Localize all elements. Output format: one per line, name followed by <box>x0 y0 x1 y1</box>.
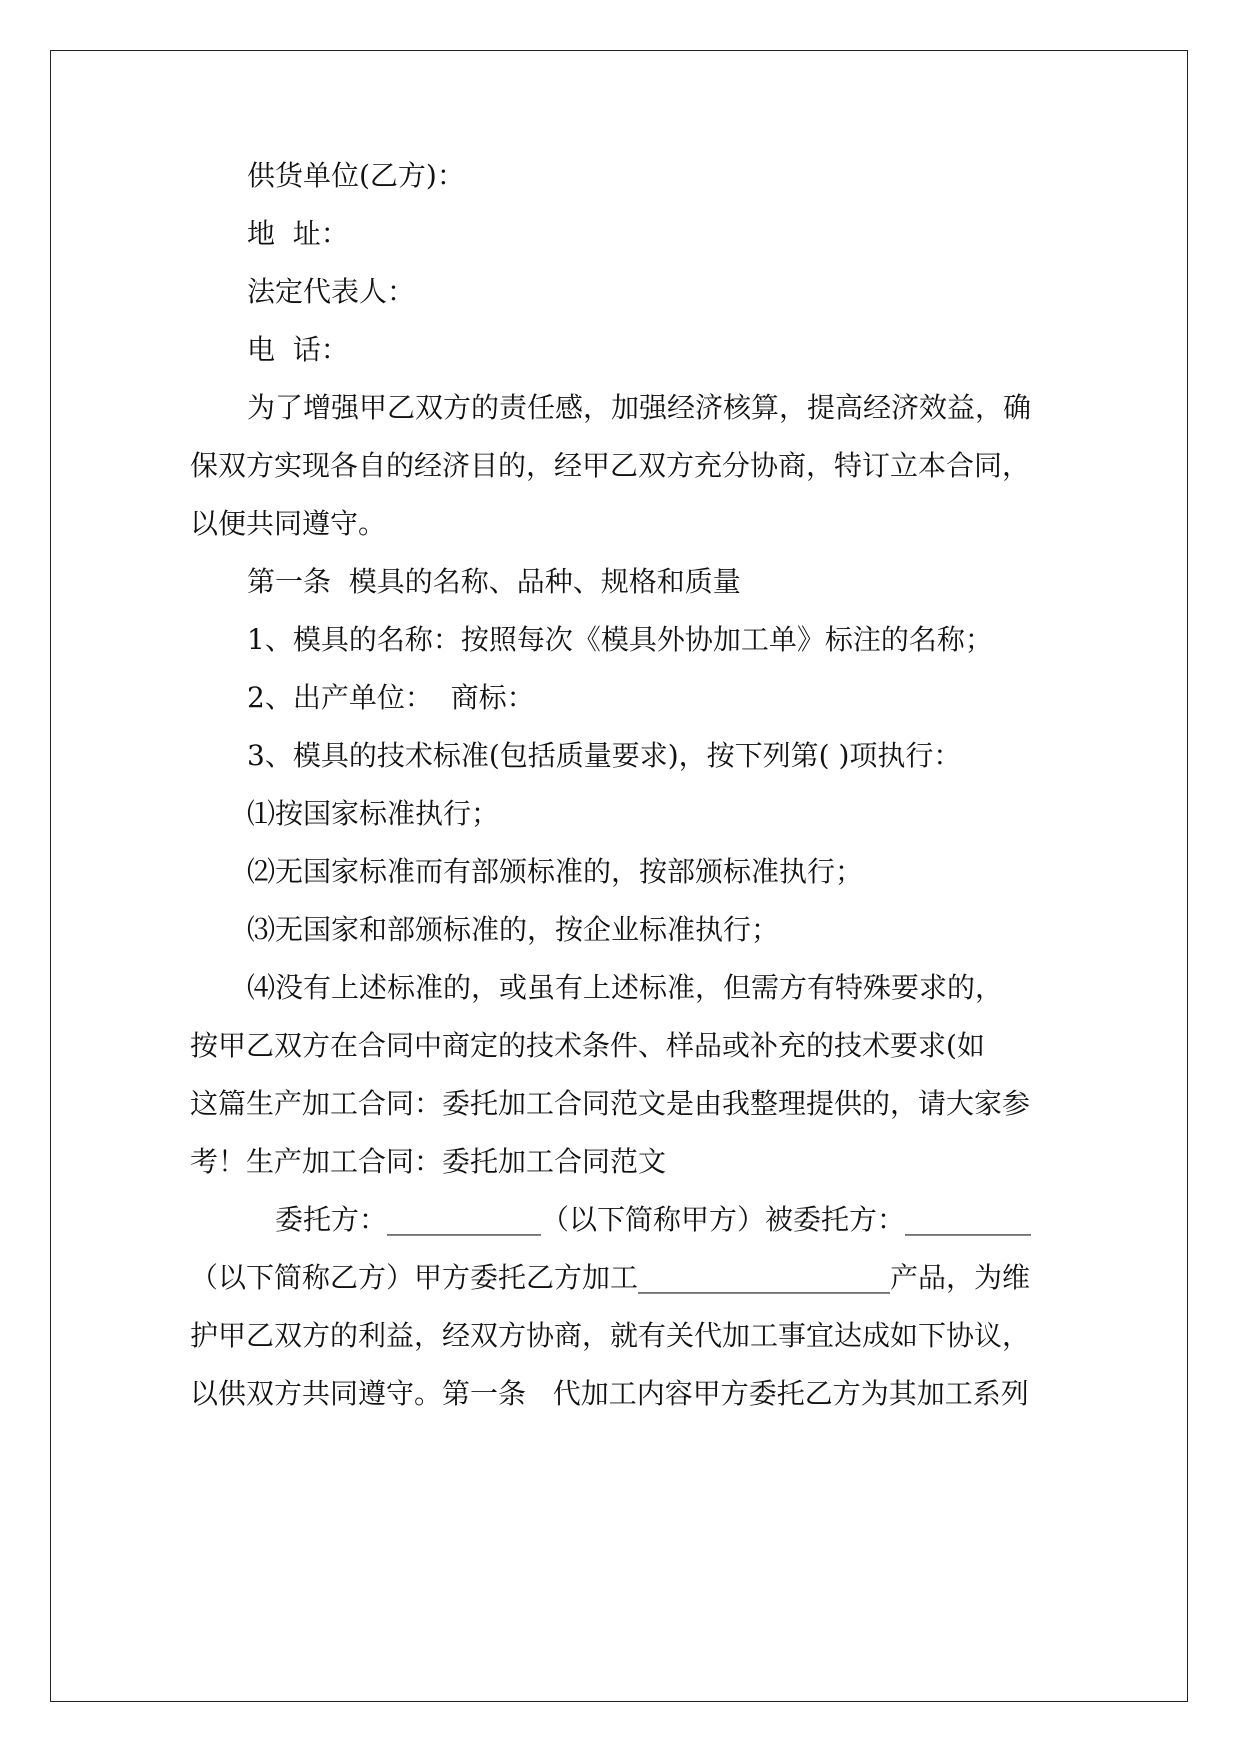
subclause-2: ⑵无国家标准而有部颁标准的，按部颁标准执行； <box>247 855 864 888</box>
preamble-line-3: 以便共同遵守。 <box>190 507 387 540</box>
subclause-3: ⑶无国家和部颁标准的，按企业标准执行； <box>247 913 780 946</box>
intro-note-line-2: 考！生产加工合同：委托加工合同范文 <box>190 1145 667 1178</box>
clause-3: 3、模具的技术标准(包括质量要求)，按下列第( )项执行： <box>247 739 962 772</box>
clause-1: 1、模具的名称：按照每次《模具外协加工单》标注的名称； <box>247 623 993 656</box>
parties-line-2: （以下简称乙方）甲方委托乙方加工__________________产品，为维 <box>190 1261 1031 1294</box>
subclause-1: ⑴按国家标准执行； <box>247 797 500 830</box>
clause-2: 2、出产单位： 商标： <box>247 681 535 714</box>
legal-representative-label: 法定代表人： <box>247 275 416 308</box>
article-1-heading: 第一条 模具的名称、品种、规格和质量 <box>247 565 741 598</box>
parties-line-1: 委托方：___________（以下简称甲方）被委托方：_________ <box>275 1203 1032 1236</box>
subclause-4-line-1: ⑷没有上述标准的，或虽有上述标准，但需方有特殊要求的， <box>247 971 1004 1004</box>
supplier-label: 供货单位(乙方)： <box>247 159 465 192</box>
phone-label: 电 话： <box>247 333 349 366</box>
address-label: 地 址： <box>247 217 349 250</box>
preamble-line-2: 保双方实现各自的经济目的，经甲乙双方充分协商，特订立本合同， <box>190 449 1031 482</box>
preamble-line-1: 为了增强甲乙双方的责任感，加强经济核算，提高经济效益，确 <box>247 391 1032 424</box>
parties-line-3: 护甲乙双方的利益，经双方协商，就有关代加工事宜达成如下协议， <box>190 1319 1031 1352</box>
subclause-4-line-2: 按甲乙双方在合同中商定的技术条件、样品或补充的技术要求(如 <box>190 1029 985 1062</box>
parties-line-4: 以供双方共同遵守。第一条 代加工内容甲方委托乙方为其加工系列 <box>190 1377 1029 1410</box>
intro-note-line-1: 这篇生产加工合同：委托加工合同范文是由我整理提供的，请大家参 <box>190 1087 1031 1120</box>
